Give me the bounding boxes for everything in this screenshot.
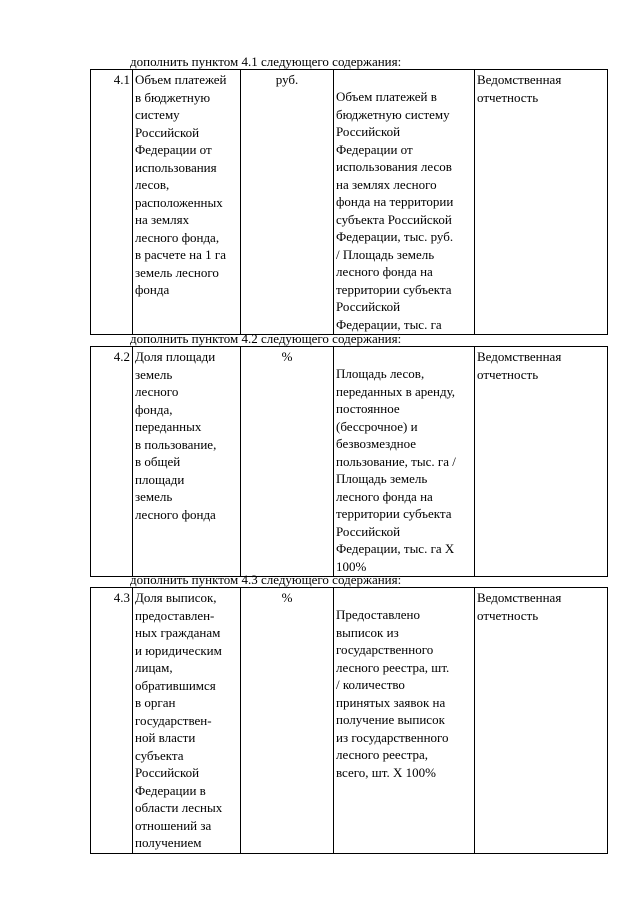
cell-line: принятых заявок на (336, 694, 446, 710)
cell-line: лесного реестра, (336, 747, 429, 762)
cell-line: / количество (336, 677, 405, 692)
cell-line: Федерации от (135, 142, 212, 157)
indicator-source (475, 70, 608, 335)
cell-spacer (336, 589, 472, 606)
indicator-formula (334, 70, 475, 335)
cell-line: субъекта Российской (336, 211, 452, 227)
indicator-source (475, 588, 608, 854)
cell-line: Объем платежей в (336, 89, 437, 104)
cell-line: Федерации в (135, 782, 206, 798)
table-row (91, 588, 608, 854)
cell-line: отчетность (477, 607, 539, 623)
indicator-name (133, 70, 241, 335)
cell-line: лесного фонда (135, 506, 216, 522)
cell-line: ных гражданам (135, 625, 221, 640)
cell-line: Объем платежей (135, 72, 227, 87)
cell-line: государствен- (135, 712, 212, 728)
cell-line: территории субъекта (336, 281, 452, 297)
cell-line: площади (135, 471, 185, 487)
cell-line: выписок из (336, 624, 399, 640)
cell-line: земель (135, 489, 173, 504)
cell-line: Федерации, тыс. га (336, 316, 442, 332)
indicator-unit: руб. (241, 70, 334, 335)
indicator-table-4-3 (90, 587, 608, 854)
indicator-number: 4.3 (91, 588, 133, 854)
cell-line: Доля площади (135, 349, 216, 364)
cell-line: систему (135, 107, 180, 122)
cell-line: Российской (336, 523, 401, 539)
cell-line: в бюджетную (135, 89, 211, 105)
indicator-name (133, 347, 241, 577)
cell-line: Федерации от (336, 141, 413, 157)
table-row (91, 70, 608, 335)
cell-line: лесного фонда, (135, 229, 220, 245)
indicator-table-4-2 (90, 346, 608, 577)
cell-line: предоставлен- (135, 607, 215, 623)
cell-line: государственного (336, 642, 434, 657)
cell-line: в орган (135, 695, 176, 710)
cell-line: ной власти (135, 730, 196, 745)
cell-line: обратившимся (135, 677, 216, 693)
cell-line: Доля выписок, (135, 590, 217, 605)
indicator-formula (334, 347, 475, 577)
cell-line: Площадь земель (336, 471, 428, 486)
cell-line: Российской (135, 765, 200, 780)
cell-line: из государственного (336, 729, 449, 745)
cell-spacer (336, 348, 472, 365)
cell-line: отчетность (477, 89, 539, 105)
cell-line: на землях лесного (336, 176, 437, 192)
cell-line: постоянное (336, 401, 400, 416)
indicator-table-4-1 (90, 69, 608, 335)
cell-line: отчетность (477, 366, 539, 382)
cell-line: фонда, (135, 401, 173, 417)
cell-line: лесов, (135, 177, 170, 192)
cell-line: земель (135, 366, 173, 382)
indicator-number: 4.1 (91, 70, 133, 335)
cell-line: Федерации, тыс. руб. (336, 229, 454, 244)
cell-line: расположенных (135, 194, 223, 210)
cell-line: получением (135, 835, 202, 850)
cell-line: Российской (135, 124, 200, 140)
cell-line: территории субъекта (336, 506, 452, 521)
cell-line: земель лесного (135, 264, 219, 280)
cell-line: получение выписок (336, 712, 445, 727)
cell-line: фонда на территории (336, 194, 454, 209)
cell-line: Российской (336, 124, 401, 139)
cell-line: лесного реестра, шт. (336, 659, 450, 675)
cell-line: всего, шт. X 100% (336, 764, 436, 780)
section-intro-4-1: дополнить пунктом 4.1 следующего содержания: (130, 54, 402, 69)
cell-line: Ведомственная (477, 349, 562, 364)
cell-line: Площадь лесов, (336, 366, 425, 381)
cell-line: Ведомственная (477, 590, 562, 605)
cell-line: безвозмездное (336, 436, 417, 451)
indicator-unit: % (241, 347, 334, 577)
indicator-formula (334, 588, 475, 854)
cell-line: фонда (135, 282, 170, 297)
cell-line: лесного фонда на (336, 488, 433, 504)
cell-line: пользование, тыс. га / (336, 453, 456, 469)
indicator-unit: % (241, 588, 334, 854)
cell-line: переданных (135, 419, 202, 434)
cell-line: лесного (135, 384, 179, 399)
indicator-number: 4.2 (91, 347, 133, 577)
cell-line: Предоставлено (336, 607, 420, 622)
cell-line: области лесных (135, 800, 223, 815)
cell-line: использования лесов (336, 159, 452, 174)
cell-line: в общей (135, 454, 181, 469)
cell-line: переданных в аренду, (336, 383, 456, 399)
cell-line: субъекта (135, 747, 184, 763)
cell-line: в пользование, (135, 436, 217, 452)
cell-line: использования (135, 159, 217, 175)
section-intro-4-3: дополнить пунктом 4.3 следующего содержания: (130, 572, 402, 587)
cell-line: лесного фонда на (336, 264, 433, 279)
cell-line: Федерации, тыс. га X (336, 541, 455, 556)
table-row (91, 347, 608, 577)
cell-line: бюджетную систему (336, 106, 450, 122)
cell-line: отношений за (135, 817, 212, 833)
indicator-name (133, 588, 241, 854)
cell-line: (бессрочное) и (336, 418, 418, 434)
indicator-source (475, 347, 608, 577)
cell-line: Российской (336, 299, 401, 314)
cell-line: в расчете на 1 га (135, 247, 227, 262)
cell-line: и юридическим (135, 642, 222, 658)
cell-line: 100% (336, 558, 367, 574)
cell-line: лицам, (135, 660, 173, 675)
cell-line: Ведомственная (477, 72, 562, 87)
cell-spacer (336, 71, 472, 88)
section-intro-4-2: дополнить пунктом 4.2 следующего содержания: (130, 331, 402, 346)
cell-line: на землях (135, 212, 190, 227)
cell-line: / Площадь земель (336, 246, 435, 262)
